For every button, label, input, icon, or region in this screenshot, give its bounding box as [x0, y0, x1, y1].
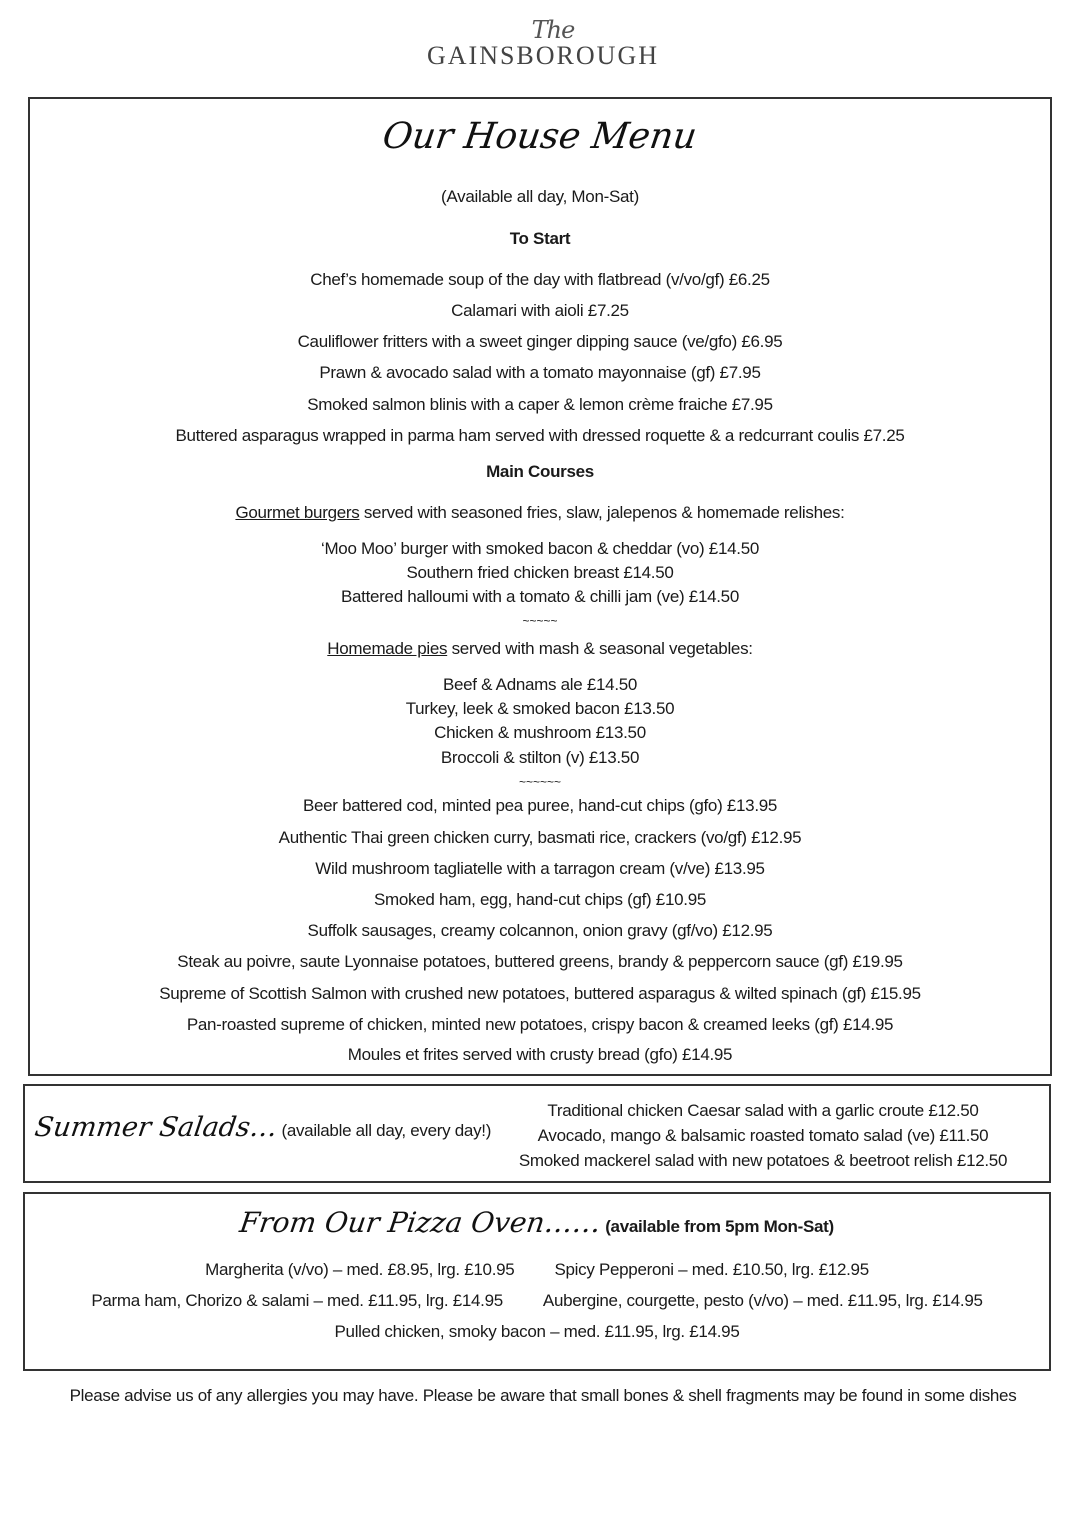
burger-item: ‘Moo Moo’ burger with smoked bacon & cheddar (vo) £14.50: [320, 539, 760, 558]
burgers-intro: Gourmet burgers served with seasoned fries, slaw, jalepenos & homemade relishes:: [235, 503, 845, 522]
main-item: Supreme of Scottish Salmon with crushed new potatoes, buttered asparagus & wilted spinach (gf) £15.95: [159, 984, 921, 1003]
starter-item: Buttered asparagus wrapped in parma ham served with dressed roquette & a redcurrant coulis £7.25: [175, 426, 905, 445]
mains-heading: Main Courses: [486, 462, 594, 481]
separator: ~~~~~: [522, 614, 558, 628]
logo-name: GAINSBOROUGH: [426, 41, 659, 70]
starters-heading: To Start: [509, 229, 571, 248]
starter-item: Chef’s homemade soup of the day with flatbread (v/vo/gf) £6.25: [310, 270, 770, 289]
pizza-row: [25, 1322, 1049, 1342]
pizza-section: [23, 1192, 1051, 1371]
burger-item: Battered halloumi with a tomato & chilli jam (ve) £14.50: [340, 587, 739, 606]
pie-item: Chicken & mushroom £13.50: [434, 723, 646, 742]
pie-item: Beef & Adnams ale £14.50: [442, 675, 638, 694]
starter-item: Prawn & avocado salad with a tomato mayonnaise (gf) £7.95: [319, 363, 761, 382]
house-menu-title: Our House Menu: [380, 116, 700, 157]
main-item: Smoked ham, egg, hand-cut chips (gf) £10.95: [373, 890, 707, 909]
salad-item: Traditional chicken Caesar salad with a garlic croute £12.50: [547, 1101, 979, 1120]
main-item: Authentic Thai green chicken curry, basmati rice, crackers (vo/gf) £12.95: [278, 828, 802, 847]
pizza-item: Margherita (v/vo) – med. £8.95, lrg. £10.95: [205, 1260, 515, 1279]
salads-list: [483, 1098, 1043, 1173]
starter-item: Cauliflower fritters with a sweet ginger dipping sauce (ve/gfo) £6.95: [297, 332, 783, 351]
pizza-heading: From Our Pizza Oven…… (available from 5pm Mon-Sat): [237, 1206, 834, 1239]
main-item: Pan-roasted supreme of chicken, minted new potatoes, crispy bacon & creamed leeks (gf) £14.95: [186, 1015, 894, 1034]
main-item: Suffolk sausages, creamy colcannon, onion gravy (gf/vo) £12.95: [307, 921, 773, 940]
pies-intro: Homemade pies served with mash & seasonal vegetables:: [327, 639, 753, 658]
salad-item: Smoked mackerel salad with new potatoes & beetroot relish £12.50: [518, 1151, 1008, 1170]
starter-item: Calamari with aioli £7.25: [451, 301, 629, 320]
pizza-row: [25, 1260, 1049, 1280]
starter-item: Smoked salmon blinis with a caper & lemon crème fraiche £7.95: [307, 395, 773, 414]
pie-item: Broccoli & stilton (v) £13.50: [440, 748, 640, 767]
main-item: Steak au poivre, saute Lyonnaise potatoes, buttered greens, brandy & peppercorn sauce (gf) £19.95: [177, 952, 903, 971]
summer-salads-section: [23, 1084, 1051, 1183]
allergy-notice: Please advise us of any allergies you may have. Please be aware that small bones & shell fragments may be found in some dishes: [69, 1386, 1017, 1405]
salads-heading: Summer Salads… (available all day, every day!): [32, 1112, 492, 1143]
house-menu-availability: (Available all day, Mon-Sat): [441, 187, 639, 206]
house-menu-section: [28, 97, 1052, 1076]
main-item: Beer battered cod, minted pea puree, hand-cut chips (gfo) £13.95: [302, 796, 778, 815]
pie-item: Turkey, leek & smoked bacon £13.50: [405, 699, 675, 718]
pizza-item: Parma ham, Chorizo & salami – med. £11.95, lrg. £14.95: [91, 1291, 503, 1310]
main-item: Moules et frites served with crusty bread (gfo) £14.95: [347, 1045, 733, 1064]
restaurant-logo: [0, 18, 1086, 70]
pizza-row: [25, 1291, 1049, 1311]
pizza-item: Aubergine, courgette, pesto (v/vo) – med. £11.95, lrg. £14.95: [542, 1291, 983, 1310]
burger-item: Southern fried chicken breast £14.50: [406, 563, 674, 582]
pizza-item: Pulled chicken, smoky bacon – med. £11.95, lrg. £14.95: [334, 1322, 740, 1341]
main-item: Wild mushroom tagliatelle with a tarragon cream (v/ve) £13.95: [315, 859, 765, 878]
salad-item: Avocado, mango & balsamic roasted tomato salad (ve) £11.50: [537, 1126, 989, 1145]
pizza-item: Spicy Pepperoni – med. £10.50, lrg. £12.95: [554, 1260, 869, 1279]
logo-script: The: [531, 16, 575, 44]
separator: ~~~~~~: [518, 775, 562, 789]
